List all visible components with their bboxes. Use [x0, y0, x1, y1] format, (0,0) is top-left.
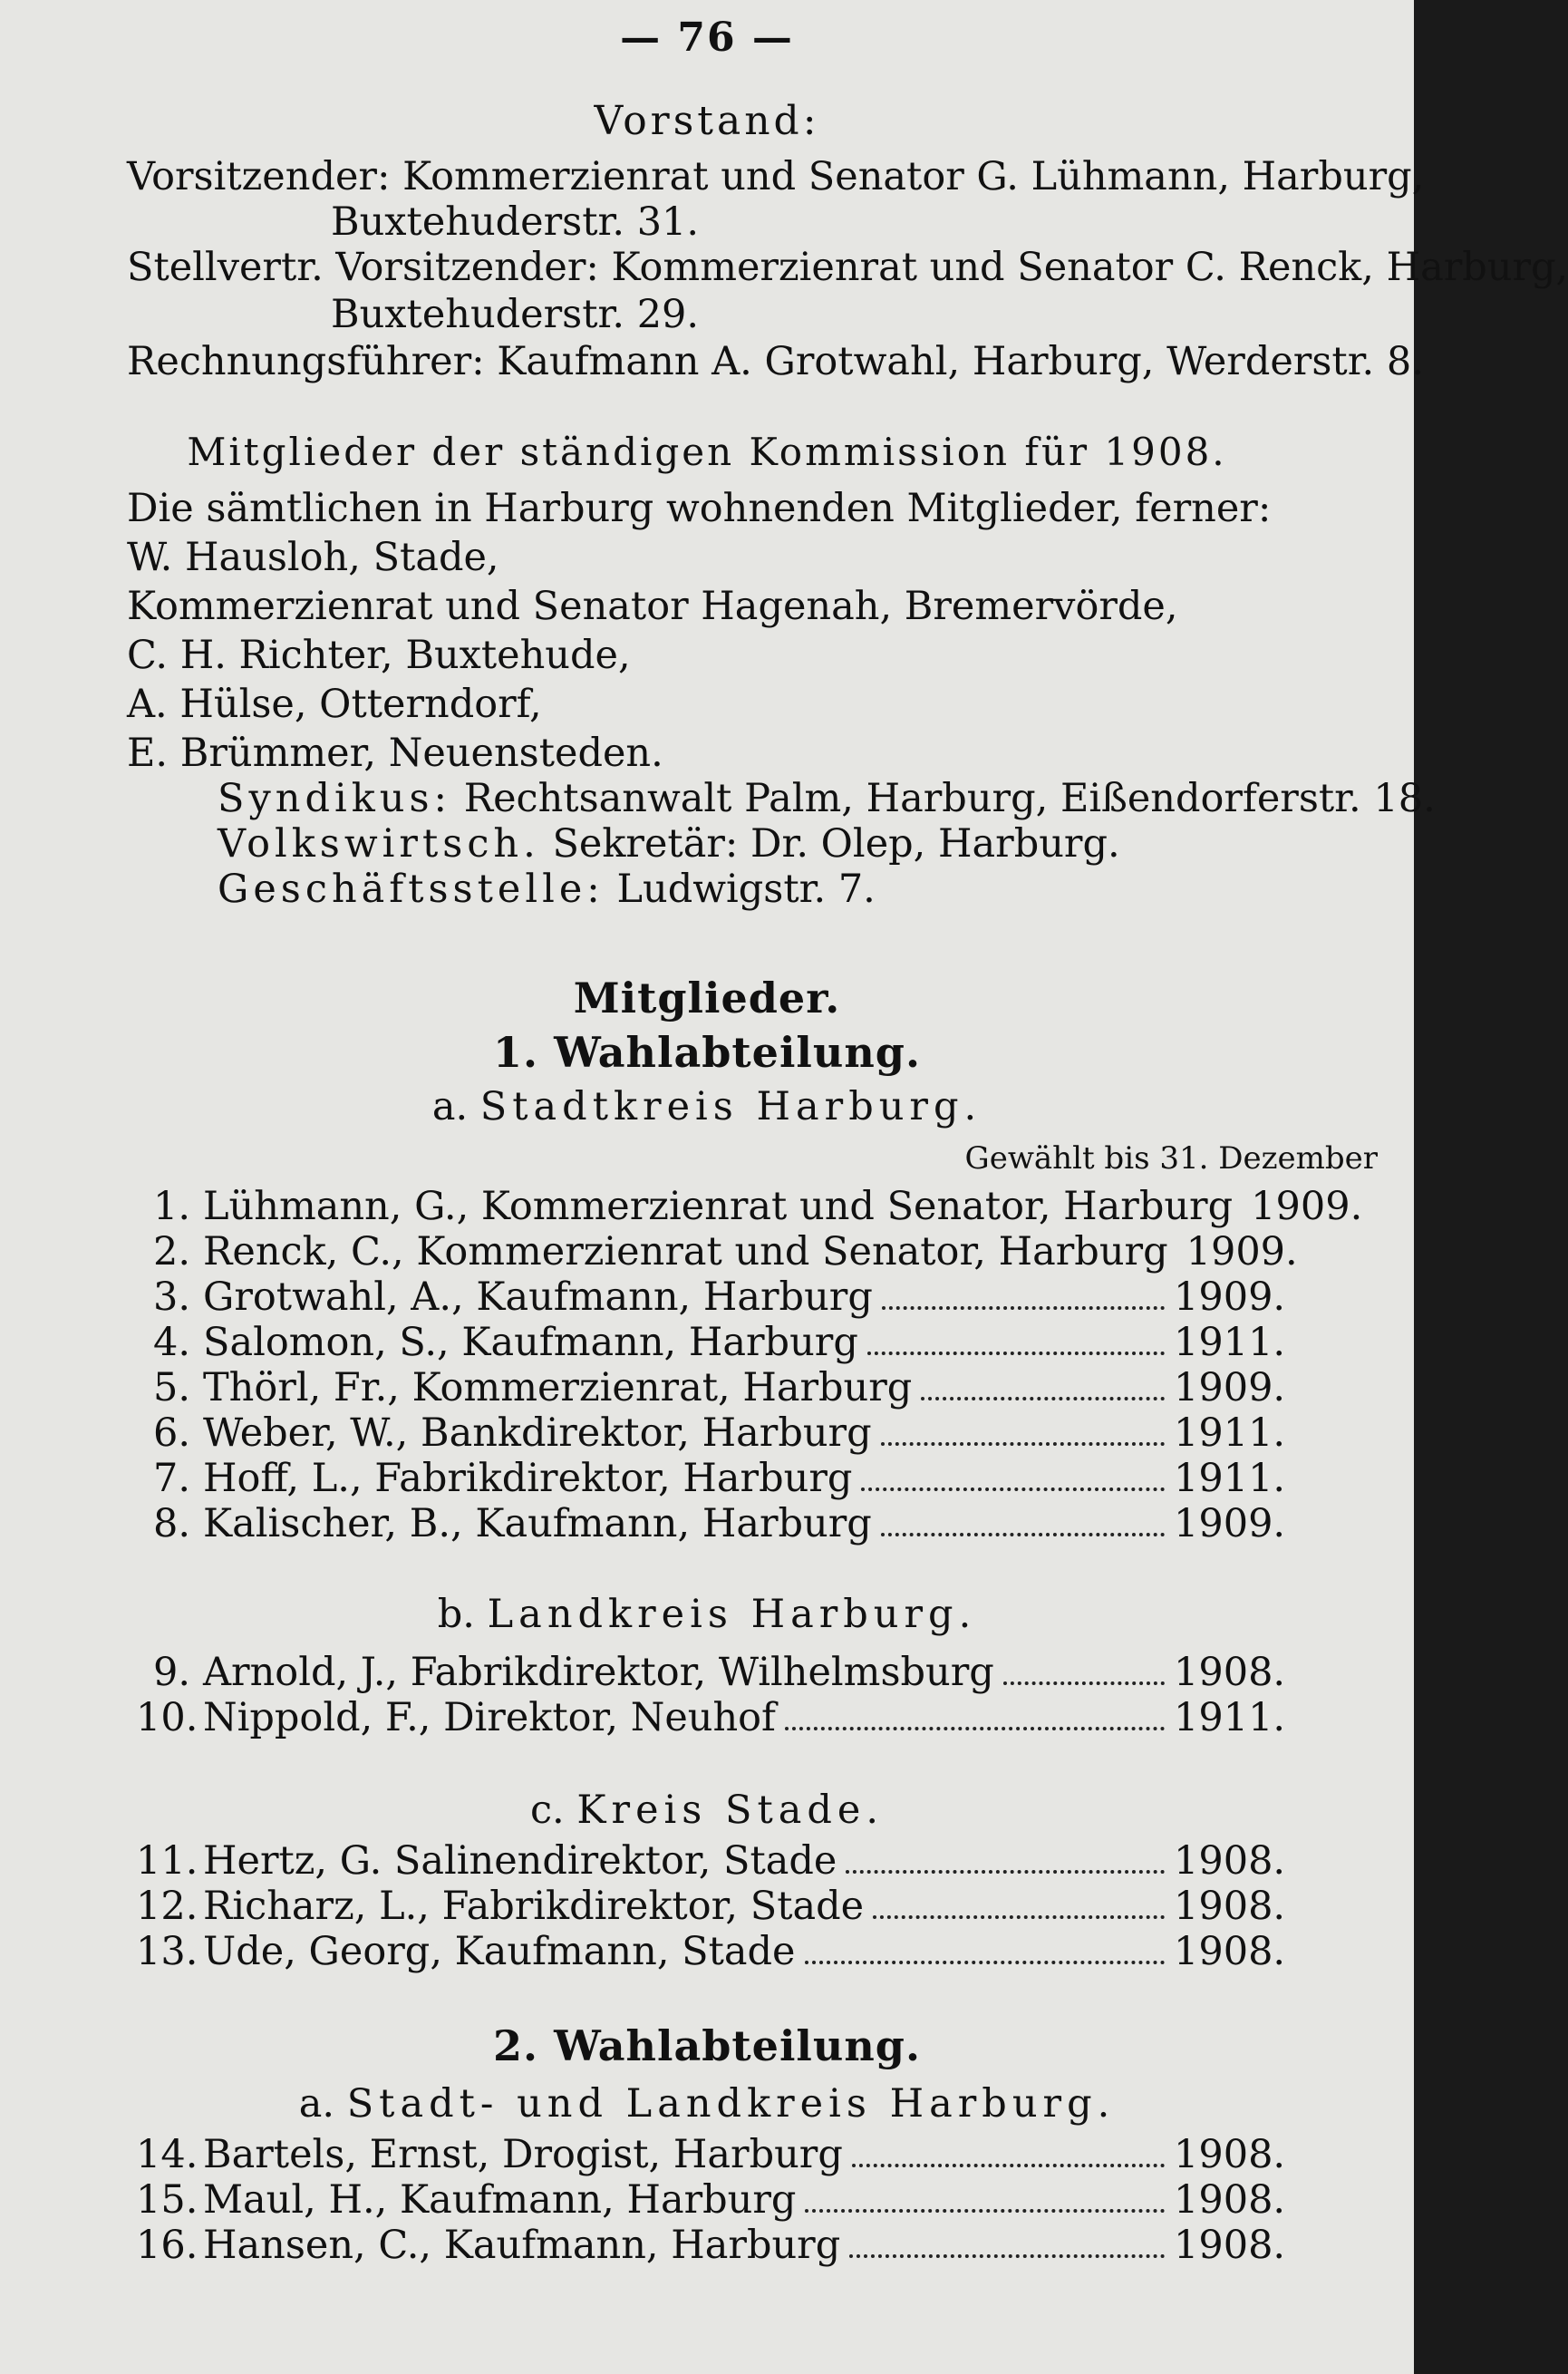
geschaeftsstelle-line [218, 867, 876, 912]
member-year: 1911. [1174, 1410, 1286, 1456]
leader-dots [1003, 1681, 1165, 1685]
member-year: 1908. [1174, 1929, 1286, 1974]
subsection-title: Stadtkreis Harburg. [479, 1084, 982, 1129]
subsection-letter: c. [529, 1788, 565, 1833]
member-name: Grotwahl, A., Kaufmann, Harburg [203, 1274, 873, 1320]
subsection-heading [0, 2081, 1414, 2127]
staff-label: Volkswirtsch. [218, 821, 540, 867]
vorstand-line: Vorsitzender: Kommerzienrat und Senator G. Lühmann, Harburg, [127, 154, 1425, 199]
member-row [136, 1650, 1286, 1695]
subsection-title: Kreis Stade. [576, 1788, 885, 1833]
page-number: — 76 — [620, 15, 794, 61]
member-name: Lühmann, G., Kommerzienrat und Senator, Harburg [203, 1184, 1234, 1229]
mitglieder-heading: Mitglieder. [573, 974, 841, 1022]
kommission-line: E. Brümmer, Neuensteden. [127, 731, 663, 776]
leader-dots [785, 1727, 1165, 1730]
member-row [136, 2177, 1286, 2223]
abteilung2-heading: 2. Wahlabteilung. [493, 2021, 921, 2070]
gewaehlt-note: Gewählt bis 31. Dezember [964, 1140, 1378, 1177]
member-year: 1908. [1174, 2132, 1286, 2177]
member-name: Weber, W., Bankdirektor, Harburg [203, 1410, 872, 1456]
member-number: 11. [136, 1838, 198, 1884]
member-year: 1908. [1174, 1650, 1286, 1695]
kommission-line: Kommerzienrat und Senator Hagenah, Bremervörde, [127, 584, 1178, 629]
leader-dots [881, 1533, 1165, 1536]
subsection-heading [0, 1788, 1414, 1833]
member-number: 7. [152, 1456, 190, 1501]
subsection-title: Landkreis Harburg. [487, 1592, 977, 1637]
member-name: Salomon, S., Kaufmann, Harburg [203, 1320, 858, 1365]
abteilung1-heading: 1. Wahlabteilung. [493, 1028, 921, 1077]
member-year: 1909. [1251, 1184, 1363, 1229]
kommission-line: Die sämtlichen in Harburg wohnenden Mitglieder, ferner: [127, 486, 1272, 531]
member-year: 1908. [1174, 1884, 1286, 1929]
member-year: 1909. [1186, 1229, 1298, 1274]
member-name: Nippold, F., Direktor, Neuhof [203, 1695, 776, 1740]
vorstand-line: Buxtehuderstr. 31. [331, 199, 700, 245]
kommission-line: C. H. Richter, Buxtehude, [127, 633, 631, 678]
member-name: Ude, Georg, Kaufmann, Stade [203, 1929, 796, 1974]
leader-dots [861, 1487, 1165, 1491]
member-row [136, 1184, 1363, 1229]
member-name: Hertz, G. Salinendirektor, Stade [203, 1838, 837, 1884]
member-name: Hansen, C., Kaufmann, Harburg [203, 2223, 841, 2268]
vorstand-line: Stellvertr. Vorsitzender: Kommerzienrat und Senator C. Renck, Harburg, [127, 245, 1568, 290]
subsection-heading [0, 1084, 1414, 1129]
member-year: 1909. [1174, 1501, 1286, 1546]
member-number: 2. [152, 1229, 190, 1274]
staff-label: Syndikus: [218, 776, 452, 821]
member-name: Renck, C., Kommerzienrat und Senator, Harburg [203, 1229, 1168, 1274]
member-number: 3. [152, 1274, 190, 1320]
leader-dots [846, 1870, 1165, 1874]
member-row [136, 1929, 1286, 1974]
member-year: 1911. [1174, 1695, 1286, 1740]
member-number: 14. [136, 2132, 198, 2177]
member-year: 1908. [1174, 2223, 1286, 2268]
member-year: 1911. [1174, 1320, 1286, 1365]
leader-dots [881, 1442, 1165, 1446]
vorstand-line: Rechnungsführer: Kaufmann A. Grotwahl, Harburg, Werderstr. 8. [127, 339, 1424, 384]
leader-dots [849, 2254, 1165, 2258]
member-name: Arnold, J., Fabrikdirektor, Wilhelmsburg [203, 1650, 994, 1695]
member-row [136, 1229, 1298, 1274]
subsection-letter: a. [431, 1084, 469, 1129]
leader-dots [873, 1915, 1165, 1919]
member-row [136, 1365, 1286, 1410]
subsection-letter: b. [437, 1592, 475, 1637]
member-year: 1909. [1174, 1365, 1286, 1410]
staff-text: Rechtsanwalt Palm, Harburg, Eißendorferstr. 18. [451, 776, 1436, 821]
member-name: Maul, H., Kaufmann, Harburg [203, 2177, 797, 2223]
member-name: Bartels, Ernst, Drogist, Harburg [203, 2132, 843, 2177]
member-number: 13. [136, 1929, 198, 1974]
member-year: 1908. [1174, 1838, 1286, 1884]
subsection-title: Stadt- und Landkreis Harburg. [346, 2081, 1116, 2127]
vorstand-heading: Vorstand: [594, 98, 820, 144]
member-number: 1. [152, 1184, 190, 1229]
sekretaer-line [218, 821, 1120, 867]
subsection-letter: a. [298, 2081, 335, 2127]
member-number: 10. [136, 1695, 198, 1740]
member-name: Hoff, L., Fabrikdirektor, Harburg [203, 1456, 853, 1501]
member-year: 1909. [1174, 1274, 1286, 1320]
staff-text: Sekretär: Dr. Olep, Harburg. [539, 821, 1120, 867]
member-number: 16. [136, 2223, 198, 2268]
member-number: 5. [152, 1365, 190, 1410]
leader-dots [805, 2209, 1165, 2213]
member-row [136, 1884, 1286, 1929]
leader-dots [921, 1397, 1165, 1400]
member-row [136, 1274, 1286, 1320]
member-number: 4. [152, 1320, 190, 1365]
member-year: 1908. [1174, 2177, 1286, 2223]
member-row [136, 2132, 1286, 2177]
leader-dots [852, 2164, 1165, 2167]
member-year: 1911. [1174, 1456, 1286, 1501]
member-name: Richarz, L., Fabrikdirektor, Stade [203, 1884, 865, 1929]
member-row [136, 1501, 1286, 1546]
staff-label: Geschäftsstelle: [218, 867, 605, 912]
staff-text: Ludwigstr. 7. [604, 867, 876, 912]
member-number: 9. [152, 1650, 190, 1695]
kommission-line: W. Hausloh, Stade, [127, 535, 499, 580]
member-name: Thörl, Fr., Kommerzienrat, Harburg [203, 1365, 913, 1410]
member-name: Kalischer, B., Kaufmann, Harburg [203, 1501, 872, 1546]
member-number: 12. [136, 1884, 198, 1929]
kommission-heading: Mitglieder der ständigen Kommission für 1908. [187, 430, 1227, 474]
leader-dots [867, 1352, 1165, 1355]
member-row [136, 1838, 1286, 1884]
member-row [136, 1456, 1286, 1501]
member-number: 6. [152, 1410, 190, 1456]
leader-dots [882, 1306, 1165, 1310]
vorstand-line: Buxtehuderstr. 29. [331, 292, 700, 337]
leader-dots [805, 1961, 1165, 1964]
kommission-line: A. Hülse, Otterndorf, [127, 682, 542, 727]
member-row [136, 1320, 1286, 1365]
member-row [136, 2223, 1286, 2268]
member-row [136, 1410, 1286, 1456]
syndikus-line [218, 776, 1436, 821]
member-row [136, 1695, 1286, 1740]
subsection-heading [0, 1592, 1414, 1637]
member-number: 8. [152, 1501, 190, 1546]
member-number: 15. [136, 2177, 198, 2223]
